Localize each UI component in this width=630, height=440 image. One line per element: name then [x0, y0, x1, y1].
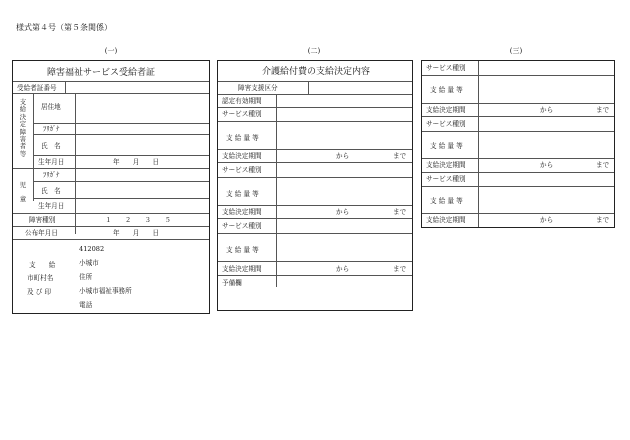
decision-period-label-1: 支給決定期間: [222, 152, 262, 160]
office-name: 小城市福祉事務所: [79, 287, 132, 295]
amount-label-2: 支 給 量 等: [226, 190, 259, 198]
c3-amount-label-2: 支 給 量 等: [430, 142, 463, 150]
support-level-label: 障害支援区分: [238, 84, 278, 92]
c3-amount-label-3: 支 給 量 等: [430, 197, 463, 205]
disability-type-label: 障害種別: [29, 216, 56, 224]
issue-date-units: 年 月 日: [113, 229, 160, 237]
c3-to-label-1: まで: [596, 106, 610, 114]
child-furigana-label: ﾌﾘｶﾞﾅ: [43, 171, 60, 179]
c3-from-label-1: から: [540, 106, 554, 114]
benefit-decision-card-continued: [421, 60, 615, 228]
municipality-label-1: 支 給: [29, 261, 56, 269]
disability-types: １ ２ ３ ５: [105, 216, 171, 224]
address-label: 住所: [79, 273, 93, 281]
from-label-2: から: [336, 208, 350, 216]
c3-service-type-label-2: サービス種別: [426, 120, 466, 128]
child-name-label: 氏 名: [41, 187, 61, 195]
amount-label-3: 支 給 量 等: [226, 246, 259, 254]
remarks-label: 予備欄: [222, 279, 242, 287]
card1-title: 障害福祉サービス受給者証: [47, 68, 156, 78]
municipality-label-2: 市町村名: [27, 274, 54, 282]
child-dob-label: 生年月日: [38, 202, 65, 210]
residence-label: 居住地: [41, 103, 61, 111]
from-label-3: から: [336, 265, 350, 273]
c3-decision-period-label-1: 支給決定期間: [426, 106, 466, 114]
c3-service-type-label-1: サービス種別: [426, 64, 466, 72]
benefit-decision-card: [217, 60, 413, 311]
col-number-3: (三): [509, 47, 523, 55]
service-type-label-3: サービス種別: [222, 222, 262, 230]
decider-vertical-label: 支給決定障害者等: [19, 98, 27, 158]
decision-period-label-2: 支給決定期間: [222, 208, 262, 216]
to-label-3: まで: [393, 265, 407, 273]
c3-to-label-2: まで: [596, 161, 610, 169]
from-label-1: から: [336, 152, 350, 160]
form-label: 様式第４号（第５条関係）: [16, 23, 112, 32]
postal-code: 412082: [79, 245, 105, 253]
to-label-2: まで: [393, 208, 407, 216]
c3-from-label-3: から: [540, 216, 554, 224]
recipient-card: [12, 60, 210, 314]
furigana-label: ﾌﾘｶﾞﾅ: [43, 125, 60, 133]
col-number-1: (一): [104, 47, 118, 55]
c3-from-label-2: から: [540, 161, 554, 169]
name-label: 氏 名: [41, 142, 61, 150]
city-name: 小城市: [79, 259, 99, 267]
dob-label: 生年月日: [38, 158, 65, 166]
decision-period-label-3: 支給決定期間: [222, 265, 262, 273]
phone-label: 電話: [79, 301, 93, 309]
amount-label-1: 支 給 量 等: [226, 134, 259, 142]
c3-service-type-label-3: サービス種別: [426, 175, 466, 183]
card2-title: 介護給付費の支給決定内容: [262, 67, 371, 77]
c3-amount-label-1: 支 給 量 等: [430, 86, 463, 94]
municipality-label-3: 及 び 印: [27, 288, 51, 296]
recipient-number-label: 受給者証番号: [17, 84, 57, 92]
cert-period-label: 認定有効期間: [222, 97, 262, 105]
to-label-1: まで: [393, 152, 407, 160]
service-type-label-1: サービス種別: [222, 110, 262, 118]
service-type-label-2: サービス種別: [222, 166, 262, 174]
c3-decision-period-label-2: 支給決定期間: [426, 161, 466, 169]
child-vertical-label: 児 童: [19, 181, 33, 203]
col-number-2: (二): [307, 47, 321, 55]
c3-to-label-3: まで: [596, 216, 610, 224]
issue-date-label: 公布年月日: [25, 229, 58, 237]
c3-decision-period-label-3: 支給決定期間: [426, 216, 466, 224]
dob-units: 年 月 日: [113, 158, 160, 166]
